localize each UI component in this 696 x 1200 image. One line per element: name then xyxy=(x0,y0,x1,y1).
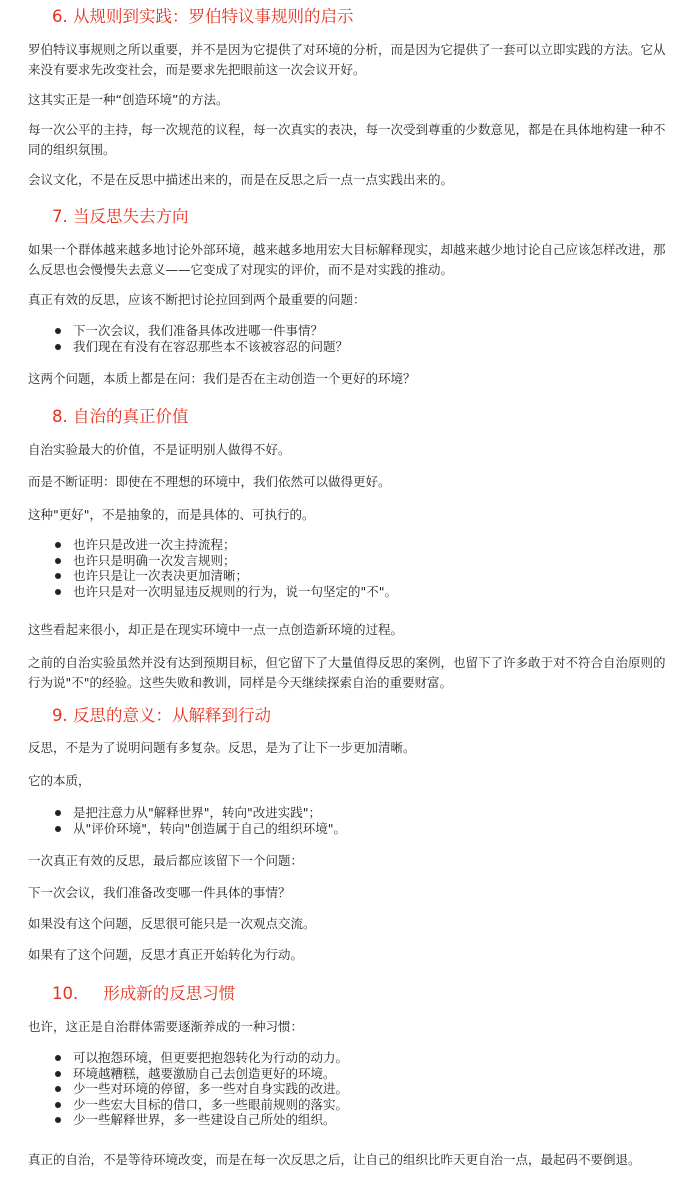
paragraph: 这其实正是一种“创造环境”的方法。 xyxy=(28,92,229,107)
paragraph: 下一次会议，我们准备改变哪一件具体的事情？ xyxy=(28,885,291,900)
bullet-icon xyxy=(55,1086,61,1092)
section-title: 反思的意义：从解释到行动 xyxy=(73,706,271,725)
section-title: 形成新的反思习惯 xyxy=(103,984,236,1003)
paragraph: 这些看起来很小，却正是在现实环境中一点一点创造新环境的过程。 xyxy=(28,622,404,637)
section-number: 6. xyxy=(52,7,68,26)
paragraph: 如果一个群体越来越多地讨论外部环境，越来越多地用宏大目标解释现实，却越来越少地讨论自己应该怎样改进，那么反思也会慢慢失去意义——它变成了对现实的评价，而不是对实践的推动。 xyxy=(28,242,666,277)
section-number: 8. xyxy=(52,407,68,426)
paragraph: 罗伯特议事规则之所以重要，并不是因为它提供了对环境的分析，而是因为它提供了一套可以立即实践的方法。它从来没有要求先改变社会，而是要求先把眼前这一次会议开好。 xyxy=(28,42,666,77)
list-item-text: 环境越糟糕，越要激励自己去创造更好的环境。 xyxy=(73,1065,336,1081)
list-item xyxy=(52,1050,652,1066)
list-item-text: 少一些对环境的停留，多一些对自身实践的改进。 xyxy=(73,1081,349,1096)
bullet-icon xyxy=(55,1102,61,1108)
bullet-icon xyxy=(55,810,61,816)
paragraph: 如果没有这个问题，反思很可能只是一次观点交流。 xyxy=(28,916,316,931)
bullet-icon xyxy=(55,558,61,564)
paragraph: 这种"更好"，不是抽象的，而是具体的、可执行的。 xyxy=(28,507,315,522)
list-item xyxy=(52,568,652,584)
paragraph: 会议文化，不是在反思中描述出来的，而是在反思之后一点一点实践出来的。 xyxy=(28,172,454,187)
bullet-icon xyxy=(55,344,61,350)
section-number: 10. xyxy=(52,984,79,1003)
paragraph: 如果有了这个问题，反思才真正开始转化为行动。 xyxy=(28,947,304,962)
bullet-icon xyxy=(55,826,61,832)
bullet-icon xyxy=(55,542,61,548)
bullet-icon xyxy=(55,573,61,579)
list-item-text: 可以抱怨环境，但更要把抱怨转化为行动的动力。 xyxy=(73,1050,349,1065)
bullet-list xyxy=(52,537,652,599)
bullet-icon xyxy=(55,589,61,595)
bullet-icon xyxy=(55,1071,61,1077)
bullet-icon xyxy=(55,1055,61,1061)
bullet-list xyxy=(52,1050,652,1128)
list-item-text: 也许只是明确一次发言规则； xyxy=(73,552,236,568)
section-6-heading xyxy=(52,6,354,28)
list-item-text: 少一些解释世界，多一些建设自己所处的组织。 xyxy=(73,1112,336,1127)
paragraph: 一次真正有效的反思，最后都应该留下一个问题： xyxy=(28,853,304,868)
list-item-text: 也许只是对一次明显违反规则的行为，说一句坚定的"不"。 xyxy=(73,583,398,599)
paragraph: 这两个问题，本质上都是在问：我们是否在主动创造一个更好的环境？ xyxy=(28,371,416,386)
list-item xyxy=(52,339,652,355)
paragraph: 而是不断证明：即使在不理想的环境中，我们依然可以做得更好。 xyxy=(28,474,391,489)
section-number: 9. xyxy=(52,706,68,725)
paragraph: 反思，不是为了说明问题有多复杂。反思，是为了让下一步更加清晰。 xyxy=(28,740,416,755)
bullet-list xyxy=(52,323,652,354)
list-item xyxy=(52,1097,652,1113)
list-item-text: 也许只是让一次表决更加清晰； xyxy=(73,568,249,583)
paragraph: 之前的自治实验虽然并没有达到预期目标，但它留下了大量值得反思的案例，也留下了许多敢于对不符合自治原则的行为说"不"的经验。这些失败和教训，同样是今天继续探索自治的重要财富。 xyxy=(28,655,666,690)
list-item xyxy=(52,805,652,821)
section-10-heading xyxy=(52,983,235,1005)
list-item-text: 也许只是改进一次主持流程； xyxy=(73,537,236,552)
list-item-text: 从"评价环境"，转向"创造属于自己的组织环境"。 xyxy=(73,820,346,836)
list-item xyxy=(52,323,652,339)
section-title: 当反思失去方向 xyxy=(73,207,189,226)
bullet-list xyxy=(52,805,652,836)
section-8-heading xyxy=(52,406,189,428)
list-item xyxy=(52,1112,652,1128)
list-item-text: 下一次会议，我们准备具体改进哪一件事情？ xyxy=(73,323,324,338)
bullet-icon xyxy=(55,1117,61,1123)
list-item-text: 是把注意力从"解释世界"，转向"改进实践"； xyxy=(73,805,321,820)
section-number: 7. xyxy=(52,207,68,226)
section-7-heading xyxy=(52,206,189,228)
paragraph: 每一次公平的主持，每一次规范的议程，每一次真实的表决，每一次受到尊重的少数意见，都是在具体地构建一种不同的组织氛围。 xyxy=(28,122,666,157)
list-item xyxy=(52,1066,652,1082)
paragraph: 它的本质， xyxy=(28,773,91,788)
list-item xyxy=(52,821,652,837)
paragraph: 真正有效的反思，应该不断把讨论拉回到两个最重要的问题： xyxy=(28,292,366,307)
section-9-heading xyxy=(52,705,271,727)
bullet-icon xyxy=(55,328,61,334)
paragraph: 自治实验最大的价值，不是证明别人做得不好。 xyxy=(28,442,291,457)
list-item-text: 少一些宏大目标的借口，多一些眼前规则的落实。 xyxy=(73,1096,349,1112)
paragraph: 真正的自治，不是等待环境改变，而是在每一次反思之后，让自己的组织比昨天更自治一点，最起码不要倒退。 xyxy=(28,1152,641,1167)
list-item xyxy=(52,537,652,553)
list-item-text: 我们现在有没有在容忍那些本不该被容忍的问题？ xyxy=(73,338,349,354)
list-item xyxy=(52,553,652,569)
paragraph: 也许，这正是自治群体需要逐渐养成的一种习惯： xyxy=(28,1019,304,1034)
section-title: 从规则到实践：罗伯特议事规则的启示 xyxy=(73,7,354,26)
list-item xyxy=(52,1081,652,1097)
list-item xyxy=(52,584,652,600)
section-title: 自治的真正价值 xyxy=(73,407,189,426)
